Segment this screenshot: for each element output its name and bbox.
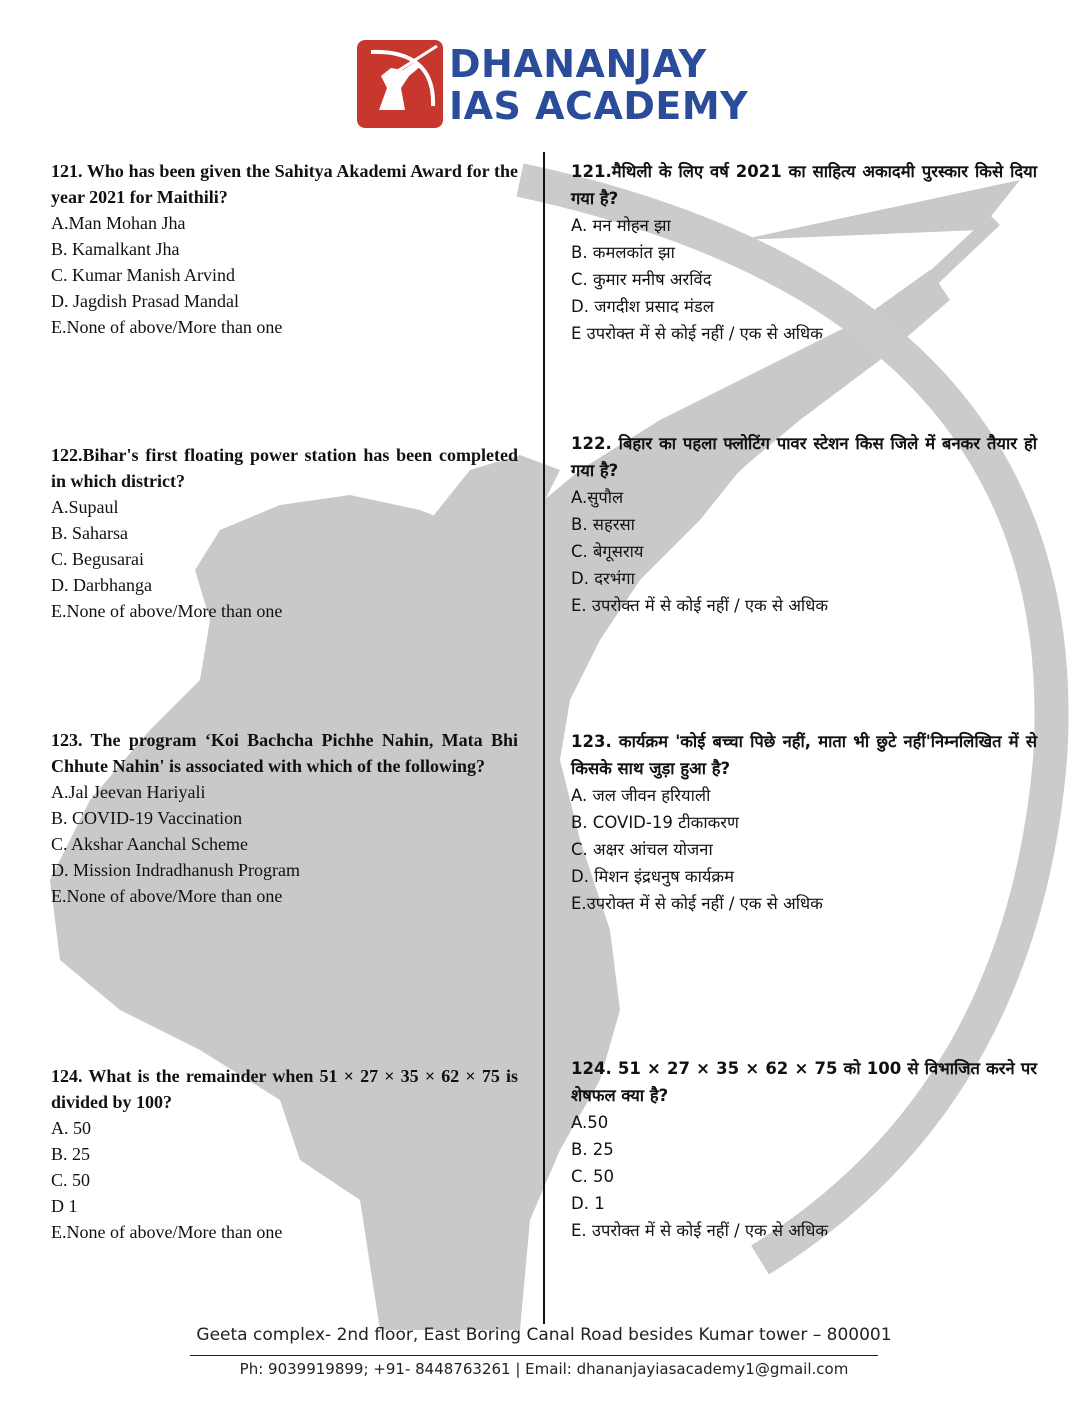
archer-logo-icon [357,40,443,128]
option-e: E. उपरोक्त में से कोई नहीं / एक से अधिक [571,1221,829,1240]
option-e: E.None of above/More than one [51,886,283,906]
option-b: B. COVID-19 Vaccination [51,808,243,828]
question-124-english [51,1063,518,1245]
option-c: C. अक्षर आंचल योजना [571,840,713,859]
question-122-english [51,442,518,624]
option-c: C. कुमार मनीष अरविंद [571,270,712,289]
option-b: B. Saharsa [51,523,128,543]
option-a: A.Man Mohan Jha [51,213,186,233]
question-text: 123. The program ‘Koi Bachcha Pichhe Nahin, Mata Bhi Chhute Nahin' is associated with which of the following? [51,730,518,776]
option-e: E.None of above/More than one [51,601,283,621]
academy-logo [357,40,747,130]
question-123-hindi [571,728,1037,917]
option-d: D. Jagdish Prasad Mandal [51,291,239,311]
option-c: C. 50 [51,1170,91,1190]
question-text: 122. बिहार का पहला फ्लोटिंग पावर स्टेशन किस जिले में बनकर तैयार हो गया है? [571,434,1037,480]
option-c: C. Akshar Aanchal Scheme [51,834,248,854]
question-text: 124. 51 × 27 × 35 × 62 × 75 को 100 से विभाजित करने पर शेषफल क्या है? [571,1059,1037,1105]
question-text: 124. What is the remainder when 51 × 27 × 35 × 62 × 75 is divided by 100? [51,1066,518,1112]
option-c: C. 50 [571,1167,615,1186]
option-e: E. उपरोक्त में से कोई नहीं / एक से अधिक [571,596,829,615]
footer-address: Geeta complex- 2nd floor, East Boring Canal Road besides Kumar tower – 800001 [196,1325,892,1345]
option-e: E.None of above/More than one [51,1222,283,1242]
option-c: C. Begusarai [51,549,144,569]
option-a: A. मन मोहन झा [571,216,671,235]
option-d: D. Mission Indradhanush Program [51,860,300,880]
option-a: A.50 [571,1113,609,1132]
option-e: E.None of above/More than one [51,317,283,337]
question-122-hindi [571,430,1037,619]
column-divider [543,152,545,1324]
footer-contact: Ph: 9039919899; +91- 8448763261 | Email: dhananjayiasacademy1@gmail.com [239,1360,849,1378]
option-d: D. जगदीश प्रसाद मंडल [571,297,714,316]
option-a: A. जल जीवन हरियाली [571,786,711,805]
question-121-hindi [571,158,1037,347]
option-d: D 1 [51,1196,78,1216]
option-b: B. 25 [51,1144,91,1164]
option-d: D. 1 [571,1194,605,1213]
option-b: B. कमलकांत झा [571,243,675,262]
question-121-english [51,158,518,340]
option-d: D. मिशन इंद्रधनुष कार्यक्रम [571,867,734,886]
question-text: 123. कार्यक्रम 'कोई बच्चा पिछे नहीं, माता भी छुटे नहीं'निम्नलिखित में से किसके साथ जुड़ा हुआ है? [571,732,1037,778]
option-e: E.उपरोक्त में से कोई नहीं / एक से अधिक [571,894,823,913]
option-e: E उपरोक्त में से कोई नहीं / एक से अधिक [571,324,823,343]
option-a: A.सुपौल [571,488,624,507]
question-124-hindi [571,1055,1037,1244]
logo-title-line1: DHANANJAY [449,42,707,86]
option-b: B. सहरसा [571,515,635,534]
footer-divider [190,1355,878,1356]
question-text: 122.Bihar's first floating power station has been completed in which district? [51,445,518,491]
option-b: B. Kamalkant Jha [51,239,180,259]
logo-title-line2: IAS ACADEMY [449,84,749,128]
option-d: D. Darbhanga [51,575,152,595]
question-123-english [51,727,518,909]
option-b: B. COVID-19 टीकाकरण [571,813,739,832]
option-c: C. बेगूसराय [571,542,644,561]
option-b: B. 25 [571,1140,614,1159]
option-a: A.Jal Jeevan Hariyali [51,782,206,802]
option-d: D. दरभंगा [571,569,635,588]
question-text: 121. Who has been given the Sahitya Akademi Award for the year 2021 for Maithili? [51,161,518,207]
option-a: A. 50 [51,1118,91,1138]
question-text: 121.मैथिली के लिए वर्ष 2021 का साहित्य अकादमी पुरस्कार किसे दिया गया है? [571,162,1037,208]
option-c: C. Kumar Manish Arvind [51,265,235,285]
option-a: A.Supaul [51,497,119,517]
